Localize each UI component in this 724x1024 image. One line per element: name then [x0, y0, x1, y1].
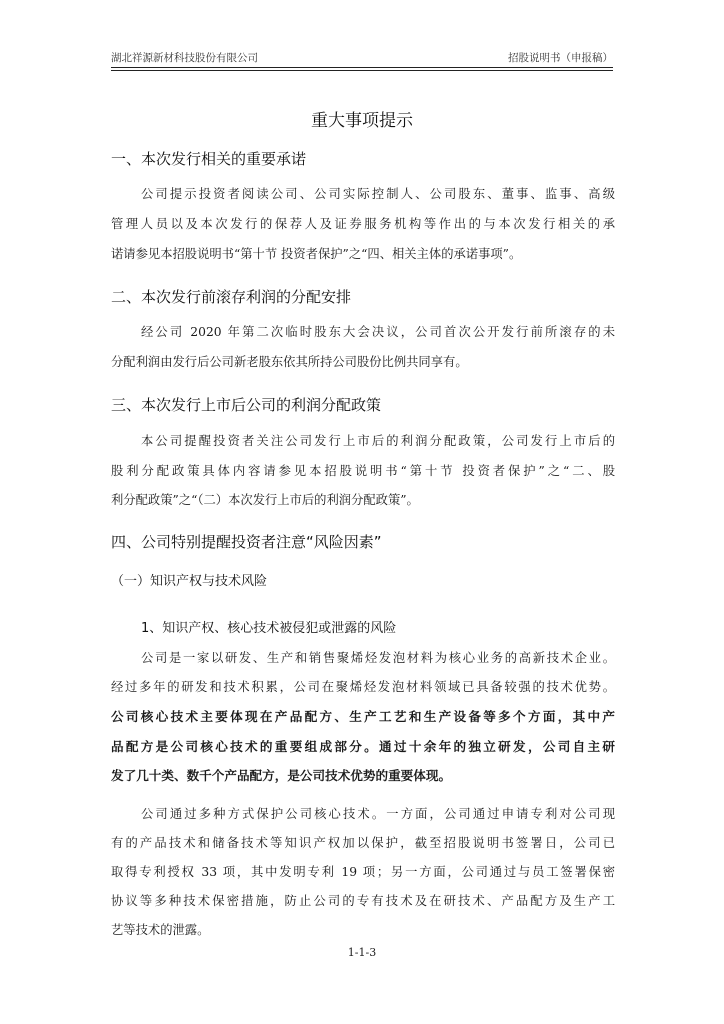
risk-bold-line: 发了几十类、数千个产品配方，是公司技术优势的重要体现。: [111, 768, 452, 783]
risk-para2-line: 艺等技术的泄露。: [111, 923, 210, 937]
header-rule-double: [111, 70, 613, 71]
section-3-line: 利分配政策”之“（二）本次发行上市后的利润分配政策”。: [111, 493, 419, 507]
risk-bold-line: 品配方是公司核心技术的重要组成部分。通过十余年的独立研发，公司自主研: [111, 739, 615, 754]
risk-para2-line: 公司通过多种方式保护公司核心技术。一方面，公司通过申请专利对公司现: [141, 807, 615, 821]
section-3-heading: 三、本次发行上市后公司的利润分配政策: [111, 396, 382, 414]
risk-para2-line: 协议等多种技术保密措施，防止公司的专有技术及在研技术、产品配方及生产工: [111, 894, 615, 908]
header-doc-type: 招股说明书（申报稿）: [508, 52, 613, 64]
page-header: [111, 50, 613, 68]
header-company: 湖北祥源新材科技股份有限公司: [111, 52, 258, 64]
risk-para-line: 公司是一家以研发、生产和销售聚烯烃发泡材料为核心业务的高新技术企业。: [141, 651, 615, 665]
section-1-heading: 一、本次发行相关的重要承诺: [111, 150, 307, 168]
section-4-heading: 四、公司特别提醒投资者注意“风险因素”: [111, 533, 382, 551]
risk-para2-line: 有的产品技术和储备技术等知识产权加以保护，截至招股说明书签署日，公司已: [111, 836, 615, 850]
risk-para2-line: 取得专利授权 33 项，其中发明专利 19 项；另一方面，公司通过与员工签署保密: [111, 865, 615, 879]
header-rule: [111, 67, 613, 68]
section-1-line: 诺请参见本招股说明书“第十节 投资者保护”之“四、相关主体的承诺事项”。: [111, 247, 522, 261]
section-2-line: 分配利润由发行后公司新老股东依其所持公司股份比例共同享有。: [111, 355, 468, 369]
section-1-line: 公司提示投资者阅读公司、公司实际控制人、公司股东、董事、监事、高级: [141, 187, 615, 201]
section-1-line: 管理人员以及本次发行的保荐人及证券服务机构等作出的与本次发行相关的承: [111, 217, 615, 231]
section-4-sub-heading: （一）知识产权与技术风险: [111, 574, 268, 589]
risk-para-line: 经过多年的研发和技术积累，公司在聚烯烃发泡材料领域已具备较强的技术优势。: [111, 680, 615, 694]
risk-bold-line: 公司核心技术主要体现在产品配方、生产工艺和生产设备等多个方面，其中产: [111, 709, 615, 724]
page-number: 1-1-3: [347, 946, 377, 959]
section-3-line: 本公司提醒投资者关注公司发行上市后的利润分配政策，公司发行上市后的: [141, 434, 615, 448]
page-title: 重大事项提示: [311, 111, 413, 131]
section-4-item-heading: 1、知识产权、核心技术被侵犯或泄露的风险: [141, 621, 397, 636]
section-2-line: 经公司 2020 年第二次临时股东大会决议，公司首次公开发行前所滚存的未: [141, 325, 615, 339]
section-3-line: 股利分配政策具体内容请参见本招股说明书“第十节 投资者保护”之“二、股: [111, 464, 615, 478]
section-2-heading: 二、本次发行前滚存利润的分配安排: [111, 288, 352, 306]
